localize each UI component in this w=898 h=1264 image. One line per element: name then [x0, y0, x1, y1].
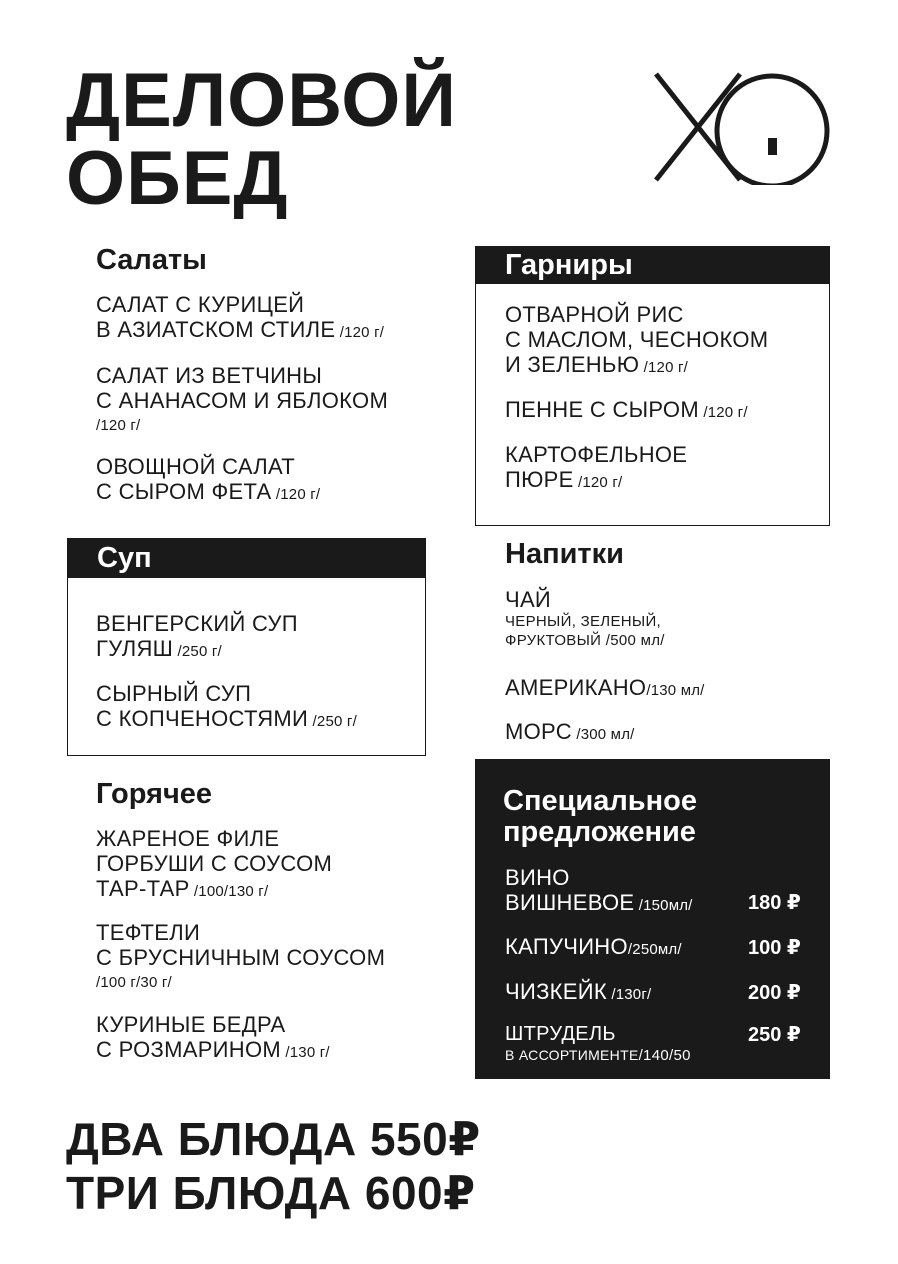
item-name-line: ТЕФТЕЛИ: [96, 920, 201, 945]
item-name-line: КАРТОФЕЛЬНОЕ: [505, 442, 688, 467]
item-name-line: С БРУСНИЧНЫМ СОУСОМ: [96, 945, 386, 970]
special-price-1: 180 ₽: [748, 892, 801, 914]
title-line-1: ДЕЛОВОЙ: [66, 58, 458, 143]
item-name-line: АМЕРИКАНО: [505, 675, 647, 700]
item-weight: /120 г/: [96, 417, 141, 434]
menu-item-hot-2: [96, 920, 385, 995]
item-name-line: ГУЛЯШ: [96, 636, 174, 661]
item-weight: /100/130 г/: [189, 883, 269, 900]
title-line-2: ОБЕД: [66, 136, 289, 221]
item-name-line: ВИНО: [505, 865, 570, 890]
item-name-line: КУРИНЫЕ БЕДРА: [96, 1012, 286, 1037]
item-name-line: ОВОЩНОЙ САЛАТ: [96, 454, 296, 479]
item-weight: /250мл/: [627, 941, 682, 958]
page-title: [66, 58, 458, 221]
item-name-line: С СЫРОМ ФЕТА: [96, 479, 272, 504]
menu-item-hot-1: [96, 826, 332, 904]
item-name-line: ОТВАРНОЙ РИС: [505, 302, 684, 327]
offer-two-dishes: ДВА БЛЮДА 550₽: [66, 1113, 481, 1165]
item-name-line: ПЕННЕ С СЫРОМ: [505, 397, 699, 422]
special-price-4: 250 ₽: [748, 1024, 801, 1046]
item-name-line: ШТРУДЕЛЬ: [505, 1023, 616, 1045]
special-price-2: 100 ₽: [748, 937, 801, 959]
combo-offers: [66, 1112, 481, 1220]
menu-item-soup-1: [96, 611, 298, 664]
item-weight: /120 г/: [573, 474, 623, 491]
item-name-line: С КОПЧЕНОСТЯМИ: [96, 706, 309, 731]
menu-item-salad-3: [96, 454, 320, 507]
menu-item-drink-2: [505, 675, 705, 703]
special-heading: [503, 786, 697, 848]
salads-heading: Салаты: [96, 244, 207, 276]
drinks-heading: Напитки: [505, 538, 624, 570]
menu-item-drink-1: [505, 587, 665, 650]
item-name-line: ЧАЙ: [505, 587, 552, 612]
item-name-line: ВЕНГЕРСКИЙ СУП: [96, 611, 298, 636]
item-name-line: КАПУЧИНО: [505, 934, 628, 959]
item-weight: /150мл/: [634, 897, 693, 914]
special-item-2: [505, 934, 682, 962]
soup-heading: Суп: [67, 538, 426, 578]
menu-item-soup-2: [96, 681, 357, 734]
item-name-line: МОРС: [505, 719, 572, 744]
special-heading-line-1: Специальное: [503, 785, 697, 817]
menu-item-side-2: [505, 397, 748, 425]
menu-item-drink-3: [505, 719, 635, 747]
item-subtitle: ФРУКТОВЫЙ /500 мл/: [505, 632, 665, 649]
xo-logo-icon: [650, 70, 835, 185]
item-name-line: С РОЗМАРИНОМ: [96, 1037, 282, 1062]
item-weight: /300 мл/: [571, 726, 635, 743]
item-name-line: САЛАТ С КУРИЦЕЙ: [96, 292, 305, 317]
special-item-4: [505, 1022, 691, 1065]
item-weight: /130г/: [606, 986, 652, 1003]
item-name-line: ГОРБУШИ С СОУСОМ: [96, 851, 333, 876]
item-name-line: ТАР-ТАР: [96, 876, 190, 901]
item-weight: /250 г/: [173, 643, 222, 660]
item-subtitle: ЧЕРНЫЙ, ЗЕЛЕНЫЙ,: [505, 613, 662, 630]
item-weight: /100 г/30 г/: [96, 974, 172, 991]
item-name-line: САЛАТ ИЗ ВЕТЧИНЫ: [96, 363, 323, 388]
item-weight: /250 г/: [308, 713, 357, 730]
item-name-line: С МАСЛОМ, ЧЕСНОКОМ: [505, 327, 769, 352]
menu-item-side-3: [505, 442, 687, 495]
menu-item-salad-2: [96, 363, 388, 438]
item-name-line: ЖАРЕНОЕ ФИЛЕ: [96, 826, 280, 851]
menu-item-side-1: [505, 302, 768, 380]
item-name-line: И ЗЕЛЕНЬЮ: [505, 352, 640, 377]
hot-heading: Горячее: [96, 778, 213, 810]
item-weight: /120 г/: [271, 486, 321, 503]
item-weight: /130 г/: [281, 1044, 330, 1061]
sides-heading: Гарниры: [475, 246, 830, 284]
menu-item-salad-1: [96, 292, 384, 345]
item-weight: /120 г/: [335, 324, 385, 341]
offer-three-dishes: ТРИ БЛЮДА 600₽: [66, 1167, 476, 1219]
item-weight: /130 мл/: [646, 682, 705, 699]
special-item-3: [505, 979, 651, 1007]
item-name-line: С АНАНАСОМ И ЯБЛОКОМ: [96, 388, 389, 413]
item-weight: /140/50: [638, 1047, 691, 1064]
special-price-3: 200 ₽: [748, 982, 801, 1004]
item-weight: /120 г/: [698, 404, 748, 421]
item-name-line: СЫРНЫЙ СУП: [96, 681, 252, 706]
special-heading-line-2: предложение: [503, 816, 696, 848]
menu-item-hot-3: [96, 1012, 330, 1065]
special-item-1: [505, 865, 693, 918]
item-name-line: ВИШНЕВОЕ: [505, 890, 635, 915]
item-weight: /120 г/: [639, 359, 689, 376]
item-name-line: ЧИЗКЕЙК: [505, 979, 607, 1004]
item-name-line: ПЮРЕ: [505, 467, 574, 492]
item-name-line: В АЗИАТСКОМ СТИЛЕ: [96, 317, 336, 342]
item-subtitle: В АССОРТИМЕНТЕ: [505, 1047, 639, 1063]
